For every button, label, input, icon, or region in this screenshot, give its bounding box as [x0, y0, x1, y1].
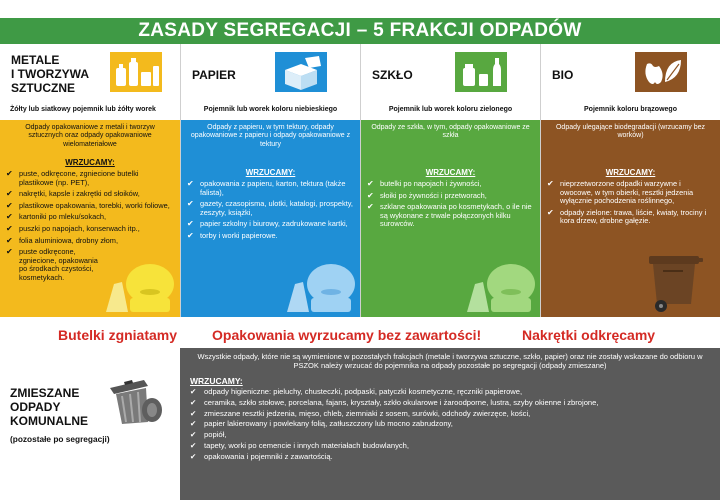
metal-trash-can-icon	[104, 372, 166, 431]
column-papier	[180, 44, 360, 317]
column-header	[361, 44, 540, 99]
plastic-bottles-icon	[110, 52, 162, 92]
check-icon: ✔	[190, 397, 197, 407]
check-icon: ✔	[190, 387, 197, 396]
brown-wheelie-bin-icon	[645, 252, 711, 317]
column-header	[0, 44, 180, 99]
items-list	[547, 180, 714, 229]
check-icon: ✔	[6, 200, 13, 210]
check-icon: ✔	[187, 219, 194, 229]
list-item: ✔ opakowania i pojemniki z zawartością.	[190, 451, 333, 461]
list-item: ✔ zmieszane resztki jedzenia, mięso, chleb, ziemniaki z sosem, surówki, odchody zwierzęce, kości,	[190, 408, 531, 418]
check-icon: ✔	[190, 430, 197, 440]
container-info: Pojemnik lub worek koloru zielonego	[361, 102, 540, 118]
slogan-caps: Nakrętki odkręcamy	[522, 327, 656, 343]
list-item: ✔ nieprzetworzone odpadki warzywne i owocowe, w tym obierki, resztki jedzenia wyłącznie pochodzenia roślinnego,	[547, 179, 694, 206]
list-item: ✔ folia aluminiowa, drobny złom,	[6, 235, 118, 245]
green-bin-icon	[463, 262, 539, 317]
list-item: ✔ puszki po napojach, konserwach itp.,	[6, 223, 140, 233]
list-item: ✔ szklane opakowania po kosmetykach, o ile nie są wykonane z trwale połączonych kilku surowców.	[367, 202, 532, 229]
mixed-description: Wszystkie odpady, które nie są wymienione w pozostałych frakcjach (metale i tworzywa sztuczne, szkło, papier) oraz nie zostały wskazane do odbioru w PSZOK należy wrzucać do pojemnika na odpady pozostałe po segregacji (odpady zmieszane)	[197, 352, 703, 370]
column-bio	[540, 44, 720, 317]
blue-bin-icon	[283, 262, 359, 317]
column-description: Odpady ze szkła, w tym, odpady opakowaniowe ze szkła	[371, 124, 530, 140]
column-body	[361, 120, 540, 317]
mixed-items-list	[190, 387, 710, 463]
wrzucamy-label: WRZUCAMY:	[425, 168, 476, 177]
mixed-note: (pozostałe po segregacji)	[10, 434, 110, 444]
slogan-packaging: Opakowania wyrzucamy bez zawartości!	[212, 327, 482, 343]
list-item: ✔ ceramika, szkło stołowe, porcelana, fajans, kryształy, szkło okularowe i żaroodporne, lustra, szyby okienne i zbrojone,	[190, 397, 599, 407]
check-icon: ✔	[6, 235, 13, 245]
items-list	[187, 180, 354, 244]
check-icon: ✔	[190, 451, 197, 461]
column-title: METALE I TWORZYWA SZTUCZNE	[11, 53, 89, 95]
list-item: ✔ puste, odkręcone, zgniecione butelki plastikowe (np. PET),	[6, 169, 139, 187]
column-body	[181, 120, 360, 317]
column-title: SZKŁO	[372, 68, 413, 82]
list-item: ✔ odpady higieniczne: pieluchy, chusteczki, podpaski, patyczki kosmetyczne, ręczniki papierowe,	[190, 387, 523, 396]
container-info: Pojemnik koloru brązowego	[541, 102, 720, 118]
leaf-apple-icon	[635, 52, 687, 92]
check-icon: ✔	[367, 202, 374, 212]
mixed-title: ZMIESZANE ODPADY KOMUNALNE	[10, 386, 88, 428]
page-title: ZASADY SEGREGACJI – 5 FRAKCJI ODPADÓW	[0, 18, 720, 44]
list-item: ✔ papier szkolny i biurowy, zadrukowane kartki,	[187, 219, 348, 229]
column-metale	[0, 44, 180, 317]
check-icon: ✔	[187, 199, 194, 209]
list-item: ✔ odpady zielone: trawa, liście, kwiaty, trociny i kora drzew, drobne gałęzie.	[547, 207, 707, 226]
wrzucamy-label: WRZUCAMY:	[190, 376, 243, 386]
list-item: ✔ słoiki po żywności i przetworach,	[367, 190, 487, 200]
check-icon: ✔	[367, 190, 374, 200]
column-header	[541, 44, 720, 99]
yellow-bin-icon	[102, 262, 178, 317]
column-title: PAPIER	[192, 68, 236, 82]
wrzucamy-label: WRZUCAMY:	[65, 158, 115, 167]
list-item: ✔ puste odkręcone, zgniecione, opakowania po środkach czystości, kosmetykach.	[6, 247, 98, 282]
check-icon: ✔	[190, 440, 197, 450]
items-list	[367, 180, 534, 232]
check-icon: ✔	[190, 419, 197, 429]
check-icon: ✔	[187, 230, 194, 240]
column-body	[0, 120, 180, 317]
list-item: ✔ nakrętki, kapsle i zakrętki od słoików,	[6, 189, 140, 199]
check-icon: ✔	[547, 179, 554, 188]
glass-bottles-icon	[455, 52, 507, 92]
list-item: ✔ butelki po napojach i żywności,	[367, 179, 482, 188]
list-item: ✔ popiół,	[190, 430, 227, 440]
check-icon: ✔	[6, 189, 13, 199]
list-item: ✔ opakowania z papieru, karton, tektura (także falista),	[187, 179, 346, 197]
column-body	[541, 120, 720, 317]
check-icon: ✔	[6, 247, 13, 257]
paper-box-icon	[275, 52, 327, 92]
mixed-waste-section	[0, 348, 720, 500]
check-icon: ✔	[187, 179, 194, 188]
check-icon: ✔	[190, 408, 197, 418]
container-info: Pojemnik lub worek koloru niebieskiego	[181, 102, 360, 118]
column-description: Odpady opakowaniowe z metali i tworzyw sztucznych oraz odpady opakowaniowe wielomateriałowe	[25, 124, 155, 148]
check-icon: ✔	[6, 169, 13, 178]
wrzucamy-label: WRZUCAMY:	[605, 168, 656, 177]
mixed-header	[0, 348, 180, 500]
check-icon: ✔	[6, 212, 13, 222]
wrzucamy-label: WRZUCAMY:	[245, 168, 296, 177]
list-item: ✔ plastikowe opakowania, torebki, worki foliowe,	[6, 200, 170, 210]
check-icon: ✔	[367, 179, 374, 188]
list-item: ✔ gazety, czasopisma, ulotki, katalogi, prospekty, zeszyty, książki,	[187, 199, 353, 217]
column-description: Odpady ulegające biodegradacji (wrzucamy bez worków)	[555, 124, 706, 140]
check-icon: ✔	[547, 207, 554, 217]
column-header	[181, 44, 360, 99]
slogan-bottles: Butelki zgniatamy	[58, 327, 178, 343]
list-item: ✔ papier lakierowany i powlekany folią, zatłuszczony lub mocno zabrudzony,	[190, 419, 453, 429]
list-item: ✔ tapety, worki po cemencie i innych materiałach budowlanych,	[190, 440, 409, 450]
check-icon: ✔	[6, 223, 13, 233]
column-title: BIO	[552, 68, 574, 82]
column-description: Odpady z papieru, w tym tektury, odpady opakowaniowe z papieru i odpady opakowaniowe z tektury	[190, 124, 351, 148]
column-szklo	[360, 44, 540, 317]
list-item: ✔ torby i worki papierowe.	[187, 230, 278, 240]
list-item: ✔ kartoniki po mleku/sokach,	[6, 212, 107, 222]
mixed-body	[180, 348, 720, 500]
container-info: Żółty lub siatkowy pojemnik lub żółty worek	[0, 102, 180, 118]
